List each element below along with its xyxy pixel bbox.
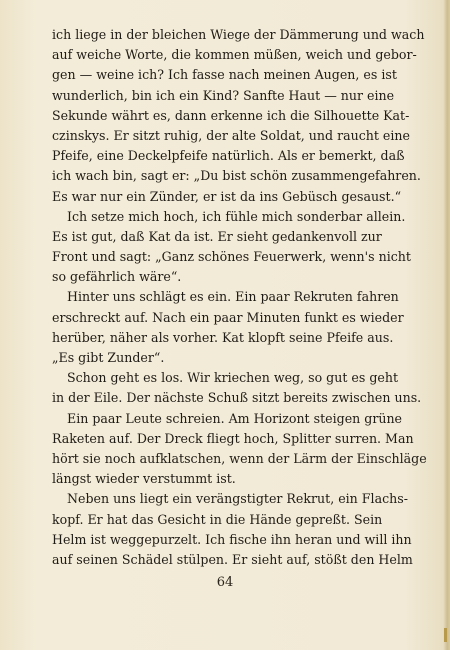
text-line: kopf. Er hat das Gesicht in die Hände gepreßt. Sein: [52, 511, 383, 527]
text-line: Front und sagt: „Ganz schönes Feuerwerk, wenn's nicht: [52, 249, 411, 265]
text-line: Schon geht es los. Wir kriechen weg, so gut es geht: [67, 370, 399, 386]
text-line: Helm ist weggepurzelt. Ich fische ihn heran und will ihn: [52, 531, 412, 547]
text-line: Es ist gut, daß Kat da ist. Er sieht gedankenvoll zur: [52, 228, 382, 244]
text-line: ich liege in der bleichen Wiege der Dämmerung und wach: [52, 27, 425, 42]
page-edge-mark: [444, 628, 447, 642]
page-body: [52, 25, 445, 570]
text-line: ich wach bin, sagt er: „Du bist schön zusammengefahren.: [52, 168, 421, 184]
text-line: gen — weine ich? Ich fasse nach meinen Augen, es ist: [52, 67, 397, 83]
text-line: Hinter uns schlägt es ein. Ein paar Rekruten fahren: [67, 289, 399, 305]
text-line: Pfeife, eine Deckelpfeife natürlich. Als er bemerkt, daß: [52, 148, 405, 164]
text-line: Neben uns liegt ein verängstigter Rekrut, ein Flachs-: [67, 491, 408, 507]
text-line: herüber, näher als vorher. Kat klopft seine Pfeife aus.: [52, 329, 394, 345]
text-line: Sekunde währt es, dann erkenne ich die Silhouette Kat-: [52, 107, 410, 123]
page-edge: [443, 0, 450, 650]
text-line: Es war nur ein Zünder, er ist da ins Gebüsch gesaust.“: [52, 188, 402, 204]
text-line: wunderlich, bin ich ein Kind? Sanfte Haut — nur eine: [52, 87, 395, 103]
text-line: „Es gibt Zunder“.: [52, 350, 165, 365]
text-line: Raketen auf. Der Dreck fliegt hoch, Splitter surren. Man: [52, 430, 414, 446]
text-line: in der Eile. Der nächste Schuß sitzt bereits zwischen uns.: [52, 390, 422, 406]
text-line: erschreckt auf. Nach ein paar Minuten funkt es wieder: [52, 309, 404, 325]
text-line: hört sie noch aufklatschen, wenn der Lärm der Einschläge: [52, 450, 427, 466]
text-line: auf seinen Schädel stülpen. Er sieht auf, stößt den Helm: [52, 551, 413, 567]
text-line: Ich setze mich hoch, ich fühle mich sonderbar allein.: [67, 208, 406, 224]
text-line: Ein paar Leute schreien. Am Horizont steigen grüne: [67, 410, 403, 426]
text-line: auf weiche Worte, die kommen müßen, weich und gebor-: [52, 47, 417, 63]
text-line: so gefährlich wäre“.: [52, 269, 182, 285]
text-line: längst wieder verstummt ist.: [52, 471, 236, 487]
text-line: czinskys. Er sitzt ruhig, der alte Soldat, und raucht eine: [52, 127, 410, 143]
page-number: 64: [216, 575, 234, 590]
